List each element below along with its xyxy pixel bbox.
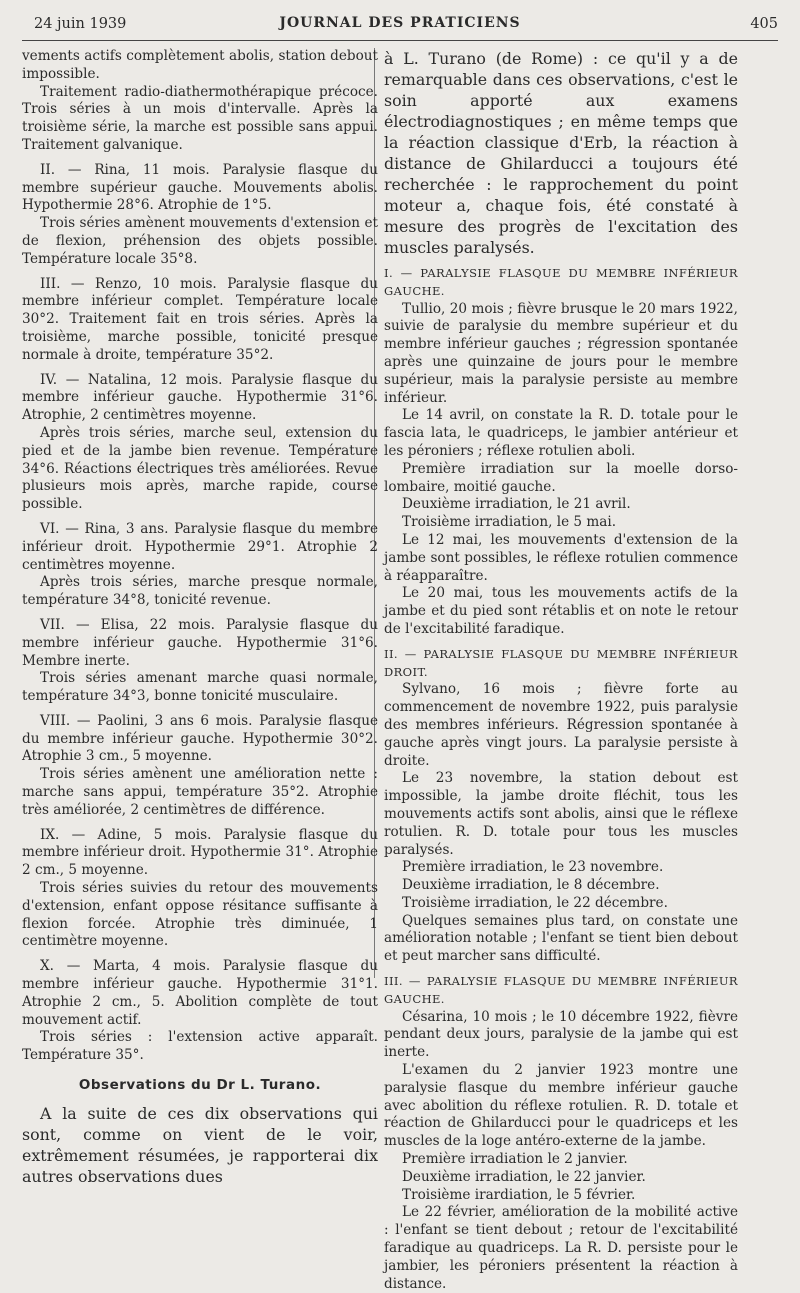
paragraph: Trois séries amènent une amélioration nette : marche sans appui, température 35°2. Atrophie très améliorée, 2 centimètres de différence. — [22, 766, 378, 818]
header-date: 24 juin 1939 — [34, 16, 127, 32]
paragraph: Après trois séries, marche presque normale, température 34°8, tonicité revenue. — [22, 574, 378, 609]
paragraph: Sylvano, 16 mois ; fièvre forte au commencement de novembre 1922, puis paralysie des membres inférieurs. Régression spontanée à gauche après vingt jours. La paralysie persiste à droite. — [384, 681, 738, 769]
running-header — [22, 14, 778, 38]
paragraph: Première irradiation le 2 janvier. — [402, 1151, 628, 1168]
paragraph: Le 20 mai, tous les mouvements actifs de la jambe et du pied sont rétablis et on note le retour de l'excitabilité faradique. — [384, 585, 738, 637]
case-paragraph: VII. — Elisa, 22 mois. Paralysie flasque du membre inférieur gauche. Hypothermie 31°6. Membre inerte. — [22, 616, 378, 669]
paragraph: Trois séries : l'extension active apparaît. Température 35°. — [22, 1029, 378, 1064]
case-paragraph: VI. — Rina, 3 ans. Paralysie flasque du membre inférieur droit. Hypothermie 29°1. Atrophie 2 centimètres moyenne. — [22, 520, 378, 573]
journal-title: JOURNAL DES PRATICIENS — [279, 15, 521, 31]
case-paragraph: II. — Rina, 11 mois. Paralysie flasque du membre supérieur gauche. Mouvements abolis. Hypothermie 28°6. Atrophie de 1°5. — [22, 161, 378, 214]
paragraph: L'examen du 2 janvier 1923 montre une paralysie flasque du membre inférieur gauche avec abolition du réflexe rotulien. R. D. totale et réaction de Ghilarducci pour le quadriceps et les muscles de la loge antéro-externe de la jambe. — [384, 1062, 738, 1150]
case-paragraph: X. — Marta, 4 mois. Paralysie flasque du membre inférieur gauche. Hypothermie 31°1. Atrophie 2 cm., 5. Abolition complète de tout mouvement actif. — [22, 958, 378, 1028]
paragraph: Le 22 février, amélioration de la mobilité active : l'enfant se tient debout ; retour de l'excitabilité faradique au quadriceps. La R. D. persiste pour le jambier, les péroniers présentent la réaction à distance. — [384, 1204, 738, 1292]
intro-paragraph: A la suite de ces dix observations qui sont, comme on vient de le voir, extrêmement résumées, je rapporterai dix autres observations dues — [22, 1103, 378, 1186]
paragraph: Traitement radio-diathermothérapique précoce. Trois séries à un mois d'intervalle. Après la troisième série, la marche est possible sans appui. Traitement galvanique. — [22, 83, 378, 153]
paragraph: Troisième irradiation, le 5 mai. — [402, 514, 617, 531]
paragraph: vements actifs complètement abolis, station debout impossible. — [22, 48, 378, 82]
left-column — [22, 48, 378, 1187]
case-heading: III. — PARALYSIE FLASQUE DU MEMBRE INFÉRIEUR GAUCHE. — [384, 974, 738, 1006]
paragraph: Deuxième irradiation, le 22 janvier. — [402, 1168, 646, 1185]
paragraph: Après trois séries, marche seul, extension du pied et de la jambe bien revenue. Température 34°6. Réactions électriques très améliorées. Revue plusieurs mois après, marche rapide, course possible. — [22, 424, 378, 513]
page-number: 405 — [750, 16, 778, 32]
section-title: Observations du Dr L. Turano. — [78, 1077, 322, 1094]
paragraph: Le 14 avril, on constate la R. D. totale pour le fascia lata, le quadriceps, le jambier antérieur et les péroniers ; réflexe rotulien aboli. — [384, 407, 738, 459]
right-column — [384, 48, 738, 1293]
paragraph: Trois séries suivies du retour des mouvements d'extension, enfant oppose résitance suffisante à flexion forcée. Atrophie très diminuée, 1 centimètre moyenne. — [22, 880, 378, 950]
paragraph: Deuxième irradiation, le 21 avril. — [402, 496, 631, 513]
case-paragraph: VIII. — Paolini, 3 ans 6 mois. Paralysie flasque du membre inférieur gauche. Hypothermie 30°2. Atrophie 3 cm., 5 moyenne. — [22, 712, 378, 765]
paragraph: Première irradiation sur la moelle dorso-lombaire, moitié gauche. — [384, 460, 738, 495]
case-paragraph: IX. — Adine, 5 mois. Paralysie flasque du membre inférieur droit. Hypothermie 31°. Atrophie 2 cm., 5 moyenne. — [22, 826, 378, 879]
paragraph: Césarina, 10 mois ; le 10 décembre 1922, fièvre pendant deux jours, paralysie de la jambe qui est inerte. — [384, 1008, 738, 1061]
paragraph: Deuxième irradiation, le 8 décembre. — [402, 877, 660, 894]
case-heading: II. — PARALYSIE FLASQUE DU MEMBRE INFÉRIEUR DROIT. — [384, 646, 738, 679]
paragraph: Troisième irardiation, le 5 février. — [402, 1186, 636, 1203]
case-heading: I. — PARALYSIE FLASQUE DU MEMBRE INFÉRIEUR GAUCHE. — [384, 266, 738, 298]
case-paragraph: IV. — Natalina, 12 mois. Paralysie flasque du membre inférieur gauche. Hypothermie 31°6. Atrophie, 2 centimètres moyenne. — [22, 371, 378, 424]
paragraph: Tullio, 20 mois ; fièvre brusque le 20 mars 1922, suivie de paralysie du membre supérieur et du membre inférieur gauches ; régression spontanée après une quinzaine de jours pour le membre supérieur, mais la paralysie persiste au membre inférieur. — [384, 300, 738, 406]
paragraph: Trois séries amènent mouvements d'extension et de flexion, préhension des objets possible. Température locale 35°8. — [22, 215, 378, 267]
paragraph: Trois séries amenant marche quasi normale, température 34°3, bonne tonicité musculaire. — [22, 670, 378, 705]
case-paragraph: III. — Renzo, 10 mois. Paralysie flasque du membre inférieur complet. Température locale 30°2. Traitement fait en trois séries. Après la troisième, marche possible, tonicité presque normale à droite, température 35°2. — [22, 275, 378, 363]
paragraph: Première irradiation, le 23 novembre. — [402, 859, 664, 876]
paragraph: Quelques semaines plus tard, on constate une amélioration notable ; l'enfant se tient bien debout et peut marcher sans difficulté. — [384, 912, 738, 965]
header-rule — [22, 40, 778, 41]
intro-paragraph: à L. Turano (de Rome) : ce qu'il y a de remarquable dans ces observations, c'est le soin apporté aux examens électrodiagnostiques ; en même temps que la réaction classique d'Erb, la réaction à distance de Ghilarducci a toujours été recherchée : le rapprochement du point moteur a, chaque fois, été constaté à mesure des progrès de l'excitation des muscles paralysés. — [384, 49, 738, 257]
paragraph: Troisième irradiation, le 22 décembre. — [402, 894, 668, 911]
paragraph: Le 12 mai, les mouvements d'extension de la jambe sont possibles, le réflexe rotulien commence à réapparaître. — [384, 531, 738, 584]
paragraph: Le 23 novembre, la station debout est impossible, la jambe droite fléchit, tous les mouvements actifs sont abolis, ainsi que le réflexe rotulien. R. D. totale pour tous les muscles paralysés. — [384, 770, 738, 858]
